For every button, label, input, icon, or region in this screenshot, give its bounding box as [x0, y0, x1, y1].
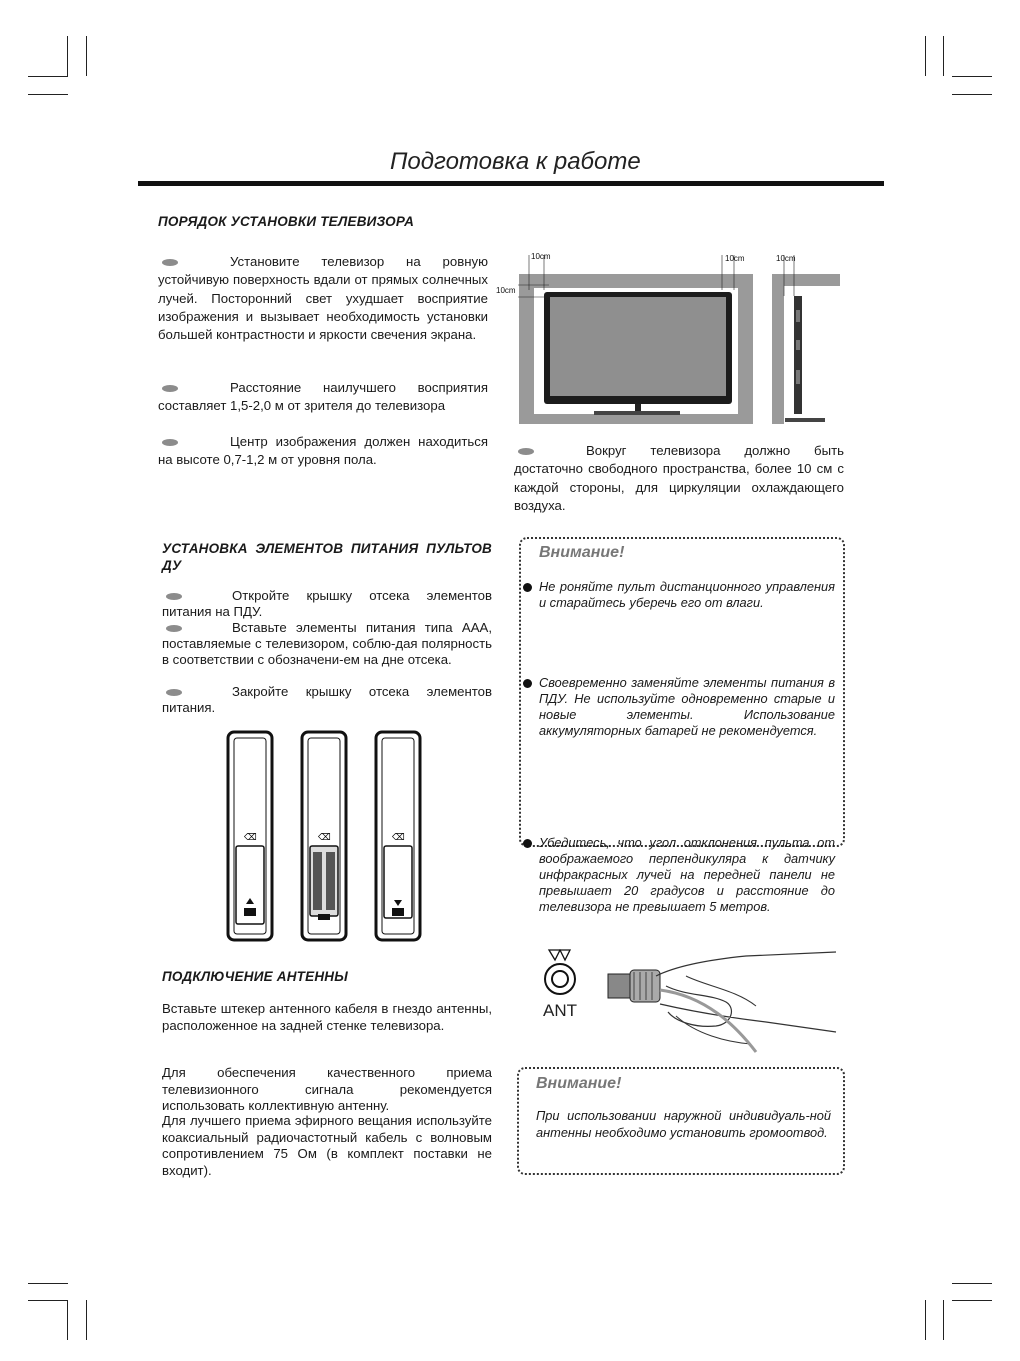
batteries-step-2: Вставьте элементы питания типа ААА, поставляемые с телевизором, соблю-дая полярность в соответствии с обозначени-ем на дне отсека. [162, 620, 492, 667]
tv-clearance-diagram [494, 250, 844, 430]
batteries-heading: УСТАНОВКА ЭЛЕМЕНТОВ ПИТАНИЯ ПУЛЬТОВ ДУ [162, 541, 492, 573]
page-title: Подготовка к работе [390, 148, 641, 175]
ant-label: ANT [543, 1001, 577, 1020]
bullet-dot-icon [523, 839, 532, 848]
bullet-icon [518, 448, 534, 455]
dim-label-left: 10cm [496, 286, 516, 295]
bullet-dot-icon [523, 679, 532, 688]
dim-label-top-left: 10cm [531, 252, 551, 261]
batteries-step-1: Откройте крышку отсека элементов питания на ПДУ. [162, 588, 492, 619]
bullet-icon [162, 259, 178, 266]
antenna-connection-illustration [536, 946, 842, 1054]
warning-box-batteries [519, 537, 845, 914]
bullet-icon [166, 689, 182, 696]
bullet-icon [166, 593, 182, 600]
warning-item: Не роняйте пульт дистанционного управления и старайтесь уберечь его от влаги. [521, 579, 835, 611]
remote-with-batteries [302, 732, 346, 940]
install-heading: ПОРЯДОК УСТАНОВКИ ТЕЛЕВИЗОРА [158, 214, 415, 229]
remote-illustrations [222, 728, 422, 944]
warning-item: Своевременно заменяйте элементы питания в ПДУ. Не используйте одновременно старые и новые элементы. Использование аккумуляторных батарей не рекомендуется. [521, 675, 835, 739]
svg-text:⌫: ⌫ [244, 833, 257, 843]
dim-label-top-right: 10cm [725, 254, 745, 263]
bullet-icon [162, 439, 178, 446]
svg-text:⌫: ⌫ [318, 833, 331, 843]
warning-antenna-text: При использовании наружной индивидуаль-ной антенны необходимо установить громоотвод. [536, 1108, 831, 1140]
antenna-heading: ПОДКЛЮЧЕНИЕ АНТЕННЫ [162, 969, 348, 984]
warning-title: Внимание! [536, 1075, 622, 1092]
svg-text:⌫: ⌫ [392, 833, 405, 843]
warning-item: Убедитесь, что угол отклонения пульта от воображаемого перпендикуляра к датчику инфракрасных лучей на передней панели не превышает 20 градусов и расстояние до телевизора не превышает 5 метров. [521, 835, 835, 915]
install-bullet-3: Центр изображения должен находиться на высоте 0,7-1,2 м от уровня пола. [158, 434, 488, 468]
remote-open-cover [228, 732, 272, 940]
warning-title: Внимание! [539, 544, 625, 561]
install-bullet-1: Установите телевизор на ровную устойчивую поверхность вдали от прямых солнечных лучей. Посторонний свет ухудшает восприятие изображения и вызывает необходимость установки большей контрастности и яркости свечения экрана. [158, 254, 488, 343]
remote-closed-cover [376, 732, 420, 940]
batteries-step-3: Закройте крышку отсека элементов питания. [162, 684, 492, 715]
antenna-para-1: Вставьте штекер антенного кабеля в гнездо антенны, расположенное на задней стенке телевизора. [162, 1001, 492, 1033]
title-rule [138, 181, 884, 186]
antenna-para-3: Для лучшего приема эфирного вещания используйте коаксиальный радиочастотный кабель с волновым сопротивлением 75 Ом (в комплект поставки не входит). [162, 1113, 492, 1178]
warning-box-antenna [517, 1067, 845, 1175]
antenna-para-2: Для обеспечения качественного приема телевизионного сигнала рекомендуется использовать коллективную антенну. [162, 1065, 492, 1113]
install-bullet-2: Расстояние наилучшего восприятия составляет 1,5-2,0 м от зрителя до телевизора [158, 380, 488, 414]
bullet-dot-icon [523, 583, 532, 592]
install-bullet-4: Вокруг телевизора должно быть достаточно свободного пространства, более 10 см с каждой стороны, для циркуляции охлаждающего воздуха. [514, 443, 844, 513]
bullet-icon [162, 385, 178, 392]
dim-label-side: 10cm [776, 254, 796, 263]
bullet-icon [166, 625, 182, 632]
